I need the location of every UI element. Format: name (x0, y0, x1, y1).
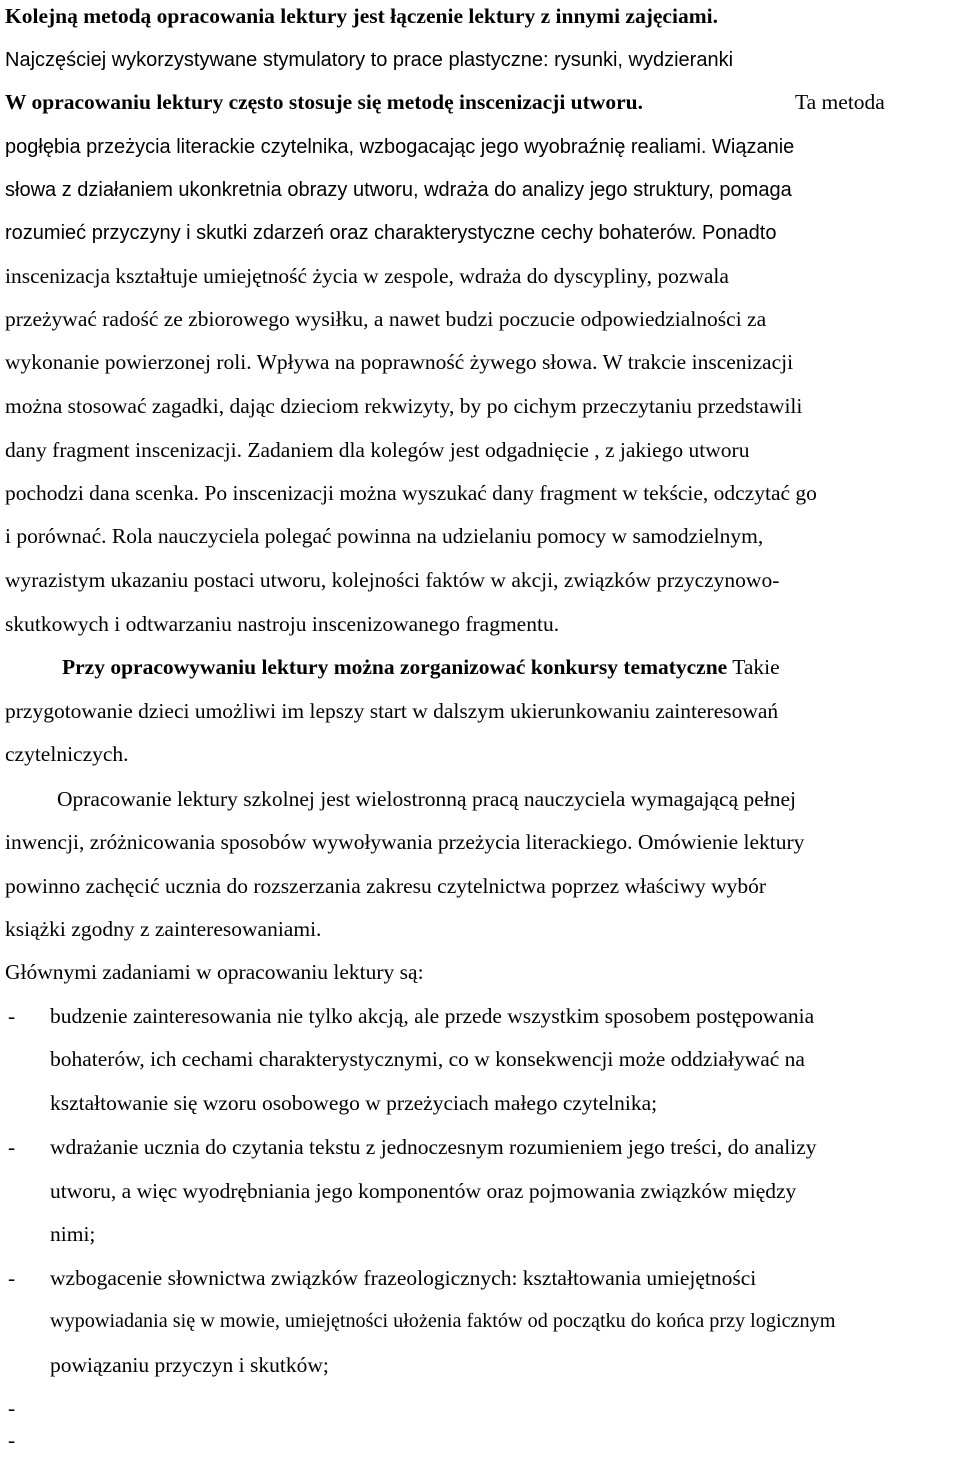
paragraph-line: powinno zachęcić ucznia do rozszerzania zakresu czytelnictwa poprzez właściwy wybór (5, 874, 767, 898)
list-dash: - (8, 1135, 16, 1159)
list-item-line: bohaterów, ich cechami charakterystycznymi, co w konsekwencji może oddziaływać na (50, 1047, 805, 1071)
paragraph-line: Opracowanie lektury szkolnej jest wielostronną pracą nauczyciela wymagającą pełnej (57, 787, 797, 811)
list-item-line: wypowiadania się w mowie, umiejętności ułożenia faktów od początku do końca przy logicznym (50, 1310, 836, 1332)
paragraph-line (62, 657, 780, 679)
list-item-line: kształtowanie się wzoru osobowego w przeżyciach małego czytelnika; (50, 1091, 658, 1115)
paragraph-line: wyrazistym ukazaniu postaci utworu, kolejności faktów w akcji, związków przyczynowo- (5, 568, 780, 592)
bold-sentence: Przy opracowywaniu lektury można zorganizować konkursy tematyczne (62, 655, 728, 679)
sentence-start: Wiązanie (712, 136, 795, 158)
sentence-start: Ponadto (701, 222, 777, 244)
paragraph-line: inwencji, zróżnicowania sposobów wywoływania przeżycia literackiego. Omówienie lektury (5, 830, 805, 854)
paragraph-line: przeżywać radość ze zbiorowego wysiłku, a nawet budzi poczucie odpowiedzialności za (5, 307, 767, 331)
list-dash: - (8, 1004, 16, 1028)
list-item-line: wzbogacenie słownictwa związków frazeologicznych: kształtowania umiejętności (50, 1266, 757, 1290)
paragraph-line: i porównać. Rola nauczyciela polegać powinna na udzielaniu pomocy w samodzielnym, (5, 524, 764, 548)
paragraph-line (5, 223, 776, 243)
list-dash: - (8, 1428, 16, 1452)
sentence: pogłębia przeżycia literackie czytelnika, wzbogacając jego wyobraźnię realiami. (5, 136, 707, 158)
list-item-line: nimi; (50, 1222, 96, 1246)
list-item-line: budzenie zainteresowania nie tylko akcją, ale przede wszystkim sposobem postępowania (50, 1004, 815, 1028)
paragraph-line: wykonanie powierzonej roli. Wpływa na poprawność żywego słowa. W trakcie inscenizacji (5, 350, 794, 374)
paragraph-line: inscenizacja kształtuje umiejętność życia w zespole, wdraża do dyscypliny, pozwala (5, 264, 729, 288)
paragraph-line: Najczęściej wykorzystywane stymulatory to prace plastyczne: rysunki, wydzieranki (5, 49, 734, 71)
paragraph-line: czytelniczych. (5, 742, 129, 766)
sentence-start: Ta metoda (795, 90, 885, 114)
list-dash: - (8, 1266, 16, 1290)
sentence-start: Takie (732, 655, 780, 679)
list-dash: - (8, 1396, 16, 1420)
list-intro: Głównymi zadaniami w opracowaniu lektury są: (5, 960, 424, 984)
list-item-line: wdrażanie ucznia do czytania tekstu z jednoczesnym rozumieniem jego treści, do analizy (50, 1135, 817, 1159)
bold-sentence: W opracowaniu lektury często stosuje się metodę inscenizacji utworu. (5, 90, 643, 114)
list-item-line: utworu, a więc wyodrębniania jego komponentów oraz pojmowania związków między (50, 1179, 797, 1203)
paragraph-line: skutkowych i odtwarzaniu nastroju inscenizowanego fragmentu. (5, 612, 560, 636)
paragraph-line: dany fragment inscenizacji. Zadaniem dla kolegów jest odgadnięcie , z jakiego utworu (5, 438, 750, 462)
paragraph-line: przygotowanie dzieci umożliwi im lepszy start w dalszym ukierunkowaniu zainteresowań (5, 699, 779, 723)
paragraph-line: można stosować zagadki, dając dzieciom rekwizyty, by po cichym przeczytaniu przedstawili (5, 394, 803, 418)
sentence: rozumieć przyczyny i skutki zdarzeń oraz charakterystyczne cechy bohaterów. (5, 222, 697, 244)
list-item-line: powiązaniu przyczyn i skutków; (50, 1353, 329, 1377)
paragraph-line (5, 92, 957, 114)
paragraph-line (5, 137, 794, 157)
paragraph-line: słowa z działaniem ukonkretnia obrazy utworu, wdraża do analizy jego struktury, pomaga (5, 179, 792, 201)
paragraph-line: Kolejną metodą opracowania lektury jest łączenie lektury z innymi zajęciami. (5, 4, 718, 28)
paragraph-line: pochodzi dana scenka. Po inscenizacji można wyszukać dany fragment w tekście, odczytać go (5, 481, 817, 505)
paragraph-line: książki zgodny z zainteresowaniami. (5, 917, 322, 941)
